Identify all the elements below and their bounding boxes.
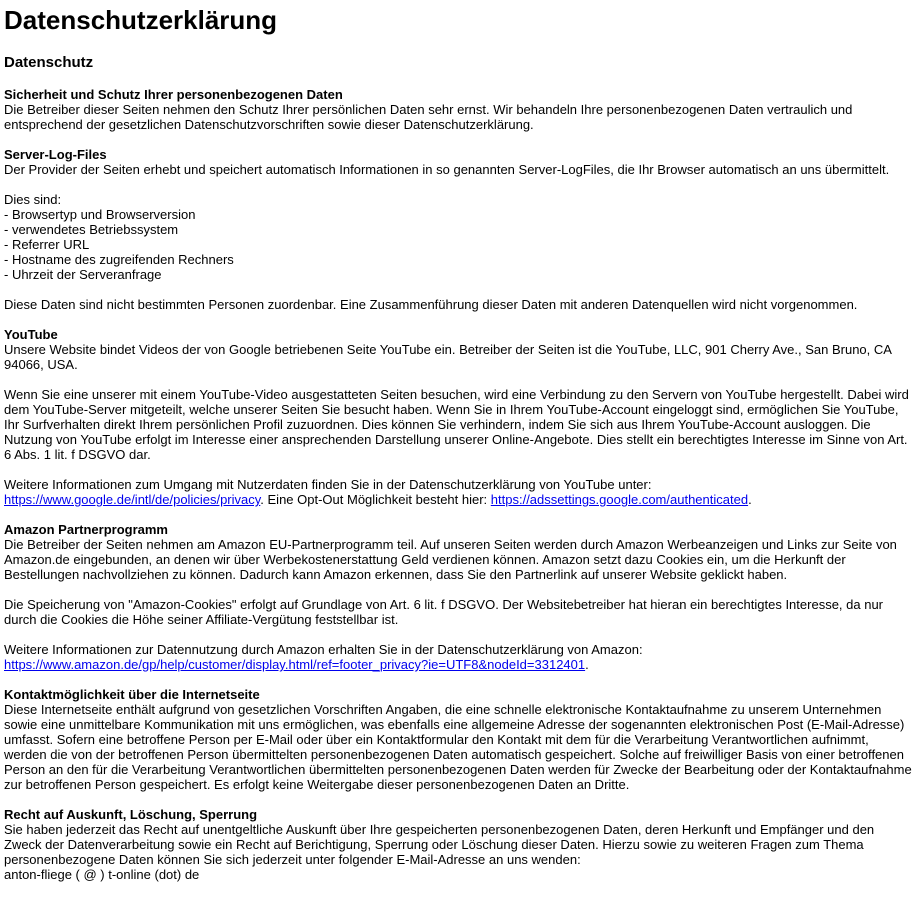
section-youtube-heading: YouTube — [4, 327, 58, 342]
section-amazon-p3-text: Weitere Informationen zur Datennutzung durch Amazon erhalten Sie in der Datenschutzerklärung von Amazon: — [4, 642, 643, 657]
section-amazon-p1: Die Betreiber der Seiten nehmen am Amazon EU-Partnerprogramm teil. Auf unseren Seiten werden durch Amazon Werbeanzeigen und Links zur Seite von Amazon.de eingebunden, an denen wir über Werbekostenerstattung Geld verdienen können. Amazon setzt dazu Cookies ein, um die Herkunft der Bestellungen nachvollziehen zu können. Dadurch kann Amazon erkennen, dass Sie den Partnerlink auf unserer Website geklickt haben. — [4, 537, 897, 582]
section-rights-text: Sie haben jederzeit das Recht auf unentgeltliche Auskunft über Ihre gespeicherten personenbezogenen Daten, deren Herkunft und Empfänger und den Zweck der Datenverarbeitung sowie ein Recht auf Berichtigung, Sperrung oder Löschung dieser Daten. Hierzu sowie zu weiteren Fragen zum Thema personenbezogene Daten können Sie sich jederzeit unter folgender E-Mail-Adresse an uns wenden: — [4, 822, 875, 867]
section-logfiles-outro: Diese Daten sind nicht bestimmten Personen zuordenbar. Eine Zusammenführung dieser Daten mit anderen Datenquellen wird nicht vorgenommen. — [4, 297, 858, 312]
section-amazon-p3-end: . — [585, 657, 589, 672]
section-youtube-p3-end: . — [748, 492, 752, 507]
section-security-heading: Sicherheit und Schutz Ihrer personenbezogenen Daten — [4, 87, 343, 102]
section-amazon — [4, 522, 913, 672]
list-item: - verwendetes Betriebssystem — [4, 222, 179, 237]
section-rights — [4, 807, 913, 882]
list-item: - Referrer URL — [4, 237, 90, 252]
section-youtube-p1: Unsere Website bindet Videos der von Google betriebenen Seite YouTube ein. Betreiber der Seiten ist die YouTube, LLC, 901 Cherry Ave., San Bruno, CA 94066, USA. — [4, 342, 892, 372]
section-amazon-p2: Die Speicherung von "Amazon-Cookies" erfolgt auf Grundlage von Art. 6 lit. f DSGVO. Der Websitebetreiber hat hieran ein berechtigtes Interesse, da nur durch die Cookies die Höhe seiner Affiliate-Vergütung feststellbar ist. — [4, 597, 884, 627]
page-title: Datenschutzerklärung — [4, 5, 278, 35]
section-youtube-p2: Wenn Sie eine unserer mit einem YouTube-Video ausgestatteten Seiten besuchen, wird eine Verbindung zu den Servern von YouTube hergestellt. Dabei wird dem YouTube-Server mitgeteilt, welche unserer Seiten Sie besucht haben. Wenn Sie in Ihrem YouTube-Account eingeloggt sind, ermöglichen Sie YouTube, Ihr Surfverhalten direkt Ihrem persönlichen Profil zuzuordnen. Dies können Sie verhindern, indem Sie sich aus Ihrem YouTube-Account ausloggen. Die Nutzung von YouTube erfolgt im Interesse einer ansprechenden Darstellung unserer Online-Angebote. Dies stellt ein berechtigtes Interesse im Sinne von Art. 6 Abs. 1 lit. f DSGVO dar. — [4, 387, 909, 462]
section-youtube-p3 — [4, 477, 913, 507]
section-amazon-heading: Amazon Partnerprogramm — [4, 522, 168, 537]
section-youtube-p3-mid: . Eine Opt-Out Möglichkeit besteht hier: — [260, 492, 491, 507]
contact-email: anton-fliege ( @ ) t-online (dot) de — [4, 867, 200, 882]
section-contact — [4, 687, 913, 792]
section-logfiles-heading: Server-Log-Files — [4, 147, 107, 162]
section-security-text: Die Betreiber dieser Seiten nehmen den Schutz Ihrer persönlichen Daten sehr ernst. Wir behandeln Ihre personenbezogenen Daten vertraulich und entsprechend der gesetzlichen Datenschutzvorschriften sowie dieser Datenschutzerklärung. — [4, 102, 853, 132]
section-youtube-p3-text: Weitere Informationen zum Umgang mit Nutzerdaten finden Sie in der Datenschutzerklärung von YouTube unter: — [4, 477, 652, 492]
section-youtube — [4, 327, 913, 507]
section-rights-heading: Recht auf Auskunft, Löschung, Sperrung — [4, 807, 258, 822]
section-logfiles-intro: Der Provider der Seiten erhebt und speichert automatisch Informationen in so genannten Server-LogFiles, die Ihr Browser automatisch an uns übermittelt. — [4, 162, 890, 177]
google-privacy-link[interactable]: https://www.google.de/intl/de/policies/privacy — [4, 492, 261, 507]
list-item: - Uhrzeit der Serveranfrage — [4, 267, 162, 282]
list-item: - Hostname des zugreifenden Rechners — [4, 252, 234, 267]
section-security — [4, 87, 913, 132]
page-subtitle: Datenschutz — [4, 54, 94, 71]
section-logfiles — [4, 147, 913, 312]
amazon-privacy-link[interactable]: https://www.amazon.de/gp/help/customer/display.html/ref=footer_privacy?ie=UTF8&nodeId=3312401 — [4, 657, 586, 672]
google-optout-link[interactable]: https://adssettings.google.com/authenticated — [490, 492, 749, 507]
list-item: - Browsertyp und Browserversion — [4, 207, 196, 222]
section-contact-text: Diese Internetseite enthält aufgrund von gesetzlichen Vorschriften Angaben, die eine schnelle elektronische Kontaktaufnahme zu unserem Unternehmen sowie eine unmittelbare Kommunikation mit uns ermöglichen, was ebenfalls eine allgemeine Adresse der sogenannten elektronischen Post (E-Mail-Adresse) umfasst. Sofern eine betroffene Person per E-Mail oder über ein Kontaktformular den Kontakt mit dem für die Verarbeitung Verantwortlichen aufnimmt, werden die von der betroffenen Person übermittelten personenbezogenen Daten automatisch gespeichert. Solche auf freiwilliger Basis von einer betroffenen Person an den für die Verarbeitung Verantwortlichen übermittelten personenbezogenen Daten werden für Zwecke der Bearbeitung oder der Kontaktaufnahme zur betroffenen Person gespeichert. Es erfolgt keine Weitergabe dieser personenbezogenen Daten an Dritte. — [4, 702, 912, 792]
section-logfiles-list-title: Dies sind: — [4, 192, 62, 207]
section-contact-heading: Kontaktmöglichkeit über die Internetseite — [4, 687, 260, 702]
section-amazon-p3 — [4, 642, 913, 672]
